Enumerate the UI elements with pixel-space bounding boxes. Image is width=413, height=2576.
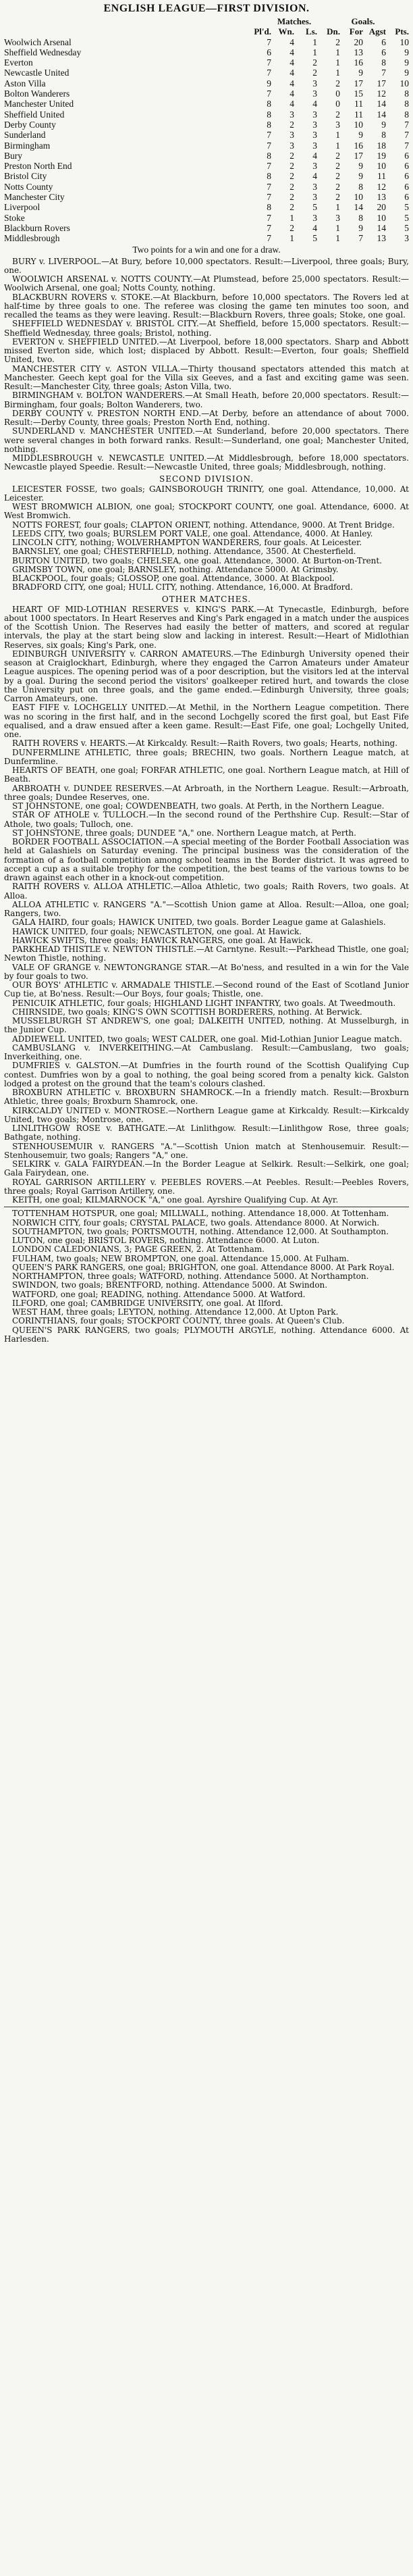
table-cell: 3 bbox=[290, 130, 294, 141]
table-cell: 1 bbox=[335, 140, 340, 151]
table-cell: 2 bbox=[335, 109, 340, 120]
match-result: LEICESTER FOSSE, two goals; GAINSBOROUGH TRINITY, one goal. Attendance, 10,000. At Leicester. bbox=[4, 484, 409, 503]
match-result: LEEDS CITY, two goals; BURSLEM PORT VALE, one goal. Attendance, 4000. At Hanley. bbox=[12, 528, 373, 538]
team-name: Bolton Wanderers bbox=[4, 89, 70, 99]
col-header-lost: Ls. bbox=[306, 26, 317, 37]
table-cell: 7 bbox=[267, 130, 271, 141]
table-cell: 8 bbox=[358, 212, 363, 223]
match-result: NORTHAMPTON, three goals; WATFORD, nothing. Attendance 5000. At Northampton. bbox=[12, 1271, 369, 1282]
table-cell: 4 bbox=[312, 171, 317, 182]
table-cell: 2 bbox=[290, 171, 294, 182]
table-cell: 7 bbox=[381, 68, 386, 78]
table-row bbox=[4, 171, 409, 181]
match-report: HEARTS OF BEATH, one goal; FORFAR ATHLETIC, one goal. Northern League match, at Hill of Beath. bbox=[4, 765, 409, 784]
table-cell: 8 bbox=[404, 109, 409, 120]
table-cell: 2 bbox=[290, 181, 294, 192]
table-cell: 7 bbox=[267, 212, 271, 223]
table-cell: 12 bbox=[377, 89, 386, 99]
other-matches-heading: OTHER MATCHES. bbox=[161, 594, 252, 604]
league-table bbox=[4, 16, 409, 244]
match-report: DUNFERMLINE ATHLETIC, three goals; BRECHIN, two goals. Northern League match, at Dunfermline. bbox=[4, 747, 409, 766]
table-row bbox=[4, 233, 409, 243]
table-cell: 7 bbox=[267, 57, 271, 68]
table-cell: 2 bbox=[335, 181, 340, 192]
table-row bbox=[4, 213, 409, 223]
table-cell: 3 bbox=[312, 212, 317, 223]
table-cell: 10 bbox=[354, 192, 363, 203]
table-cell: 8 bbox=[267, 119, 271, 130]
table-row bbox=[4, 37, 409, 47]
table-cell: 18 bbox=[377, 140, 386, 151]
match-report: ADDIEWELL UNITED, two goals; WEST CALDER, one goal. Mid-Lothian Junior League match. bbox=[12, 1034, 402, 1044]
col-header-goals-for: For bbox=[349, 26, 363, 37]
table-row bbox=[4, 99, 409, 109]
table-cell: 2 bbox=[290, 150, 294, 161]
table-cell: 4 bbox=[290, 57, 294, 68]
table-cell: 1 bbox=[335, 68, 340, 78]
table-column-header-row bbox=[4, 26, 409, 36]
team-name: Birmingham bbox=[4, 140, 51, 151]
table-cell: 5 bbox=[312, 202, 317, 213]
match-report: HAWICK UNITED, four goals; NEWCASTLETON, one goal. At Hawick. bbox=[12, 926, 302, 936]
table-row bbox=[4, 109, 409, 120]
table-row bbox=[4, 151, 409, 161]
table-cell: 8 bbox=[404, 89, 409, 99]
team-name: Bristol City bbox=[4, 171, 47, 182]
col-header-won: Wn. bbox=[278, 26, 294, 37]
table-cell: 9 bbox=[404, 57, 409, 68]
match-report: KEITH, one goal; KILMARNOCK "A," one goal. Ayrshire Qualifying Cup. At Ayr. bbox=[12, 1195, 339, 1205]
match-result: BLACKPOOL, four goals; GLOSSOP, one goal. Attendance, 3000. At Blackpool. bbox=[12, 574, 335, 584]
match-report: STAR OF ATHOLE v. TULLOCH.—In the second round of the Perthshire Cup. Result:—Star of Athole, two goals; Tulloch, one. bbox=[4, 810, 409, 829]
table-cell: 7 bbox=[267, 36, 271, 47]
table-cell: 3 bbox=[290, 109, 294, 120]
match-report: RAITH ROVERS v. HEARTS.—At Kirkcaldy. Result:—Raith Rovers, two goals; Hearts, nothing. bbox=[12, 738, 398, 749]
table-row bbox=[4, 120, 409, 130]
match-result: BRADFORD CITY, one goal; HULL CITY, nothing. Attendance, 16,000. At Bradford. bbox=[12, 582, 353, 592]
table-cell: 2 bbox=[335, 192, 340, 203]
col-header-points: Pts. bbox=[395, 26, 409, 37]
table-cell: 10 bbox=[377, 212, 386, 223]
match-report: BURY v. LIVERPOOL.—At Bury, before 10,000 spectators. Result:—Liverpool, three goals; Bury, one. bbox=[4, 256, 409, 275]
matches-group-label: Matches. bbox=[277, 16, 312, 26]
table-group-header-row bbox=[4, 16, 409, 26]
table-cell: 4 bbox=[290, 99, 294, 109]
team-name: Sheffield United bbox=[4, 109, 65, 120]
match-report: CHIRNSIDE, two goals; KING'S OWN SCOTTISH BORDERERS, nothing. At Berwick. bbox=[12, 1007, 362, 1017]
match-report: BORDER FOOTBALL ASSOCIATION.—A special meeting of the Border Football Association was held at Galashiels on Saturday evening. The principal business was the consideration of the formation of a football competition among school teams in the Border district. It was agreed to accept a cup as a suitable trophy for the competition, the best teams of the various towns to be drawn against each other in a knock-out competition. bbox=[4, 837, 409, 883]
table-row bbox=[4, 223, 409, 233]
match-report: KIRKCALDY UNITED v. MONTROSE.—Northern League game at Kirkcaldy. Result:—Kirkcaldy United, two goals; Montrose, one. bbox=[4, 1105, 409, 1124]
table-cell: 8 bbox=[267, 99, 271, 109]
team-name: Manchester City bbox=[4, 192, 65, 203]
table-cell: 2 bbox=[335, 36, 340, 47]
table-cell: 9 bbox=[267, 78, 271, 89]
table-cell: 7 bbox=[267, 89, 271, 99]
second-division-reports bbox=[4, 485, 409, 592]
match-report: LINLITHGOW ROSE v. BATHGATE.—At Linlithgow. Result:—Linlithgow Rose, three goals; Bathgate, nothing. bbox=[4, 1123, 409, 1142]
match-result: BURTON UNITED, two goals; CHELSEA, one goal. Attendance, 3000. At Burton-on-Trent. bbox=[12, 555, 383, 565]
table-cell: 7 bbox=[267, 233, 271, 244]
table-cell: 3 bbox=[312, 89, 317, 99]
table-cell: 11 bbox=[354, 99, 363, 109]
table-cell: 2 bbox=[312, 68, 317, 78]
match-result: QUEEN'S PARK RANGERS, one goal; BRIGHTON, one goal. Attendance 8000. At Park Royal. bbox=[12, 1262, 395, 1272]
col-header-drawn: Dn. bbox=[327, 26, 340, 37]
table-cell: 4 bbox=[290, 78, 294, 89]
col-header-goals-against: Agst bbox=[368, 26, 386, 37]
table-cell: 4 bbox=[290, 89, 294, 99]
table-cell: 1 bbox=[335, 233, 340, 244]
table-cell: 7 bbox=[404, 119, 409, 130]
table-cell: 8 bbox=[267, 202, 271, 213]
other-matches-reports bbox=[4, 605, 409, 1205]
table-row bbox=[4, 89, 409, 99]
table-cell: 8 bbox=[267, 150, 271, 161]
match-report: BIRMINGHAM v. BOLTON WANDERERS.—At Small Heath, before 20,000 spectators. Result:—Birmingham, four goals; Bolton Wanderers, two. bbox=[4, 390, 409, 409]
table-cell: 7 bbox=[358, 233, 363, 244]
team-name: Stoke bbox=[4, 212, 25, 223]
match-report: EAST FIFE v. LOCHGELLY UNITED.—At Methil, in the Northern League competition. There was no scoring in the first half, and in the second Lochgelly scored the first goal, but East Fife equalised, and a draw ensued after a keen game. Result:—East Fife, one goal; Lochgelly United, one. bbox=[4, 703, 409, 740]
table-cell: 7 bbox=[267, 192, 271, 203]
table-cell: 8 bbox=[381, 130, 386, 141]
table-cell: 15 bbox=[354, 89, 363, 99]
table-cell: 16 bbox=[354, 57, 363, 68]
table-cell: 14 bbox=[354, 202, 363, 213]
table-cell: 1 bbox=[290, 233, 294, 244]
table-cell: 1 bbox=[335, 57, 340, 68]
table-cell: 7 bbox=[267, 140, 271, 151]
table-cell: 3 bbox=[335, 212, 340, 223]
match-result: NOTTS FOREST, four goals; CLAPTON ORIENT, nothing. Attendance, 9000. At Trent Bridge. bbox=[12, 520, 395, 530]
table-cell: 6 bbox=[381, 47, 386, 57]
match-report: STENHOUSEMUIR v. RANGERS "A."—Scottish Union match at Stenhousemuir. Result:—Stenhousemuir, two goals; Rangers "A," one. bbox=[4, 1141, 409, 1160]
table-cell: 8 bbox=[381, 57, 386, 68]
league-table-body bbox=[4, 37, 409, 244]
match-report: MIDDLESBROUGH v. NEWCASTLE UNITED.—At Middlesbrough, before 18,000 spectators. Newcastle played Speedie. Result:—Newcastle United, three goals; Middlesbrough, nothing. bbox=[4, 453, 409, 472]
table-cell: 16 bbox=[354, 140, 363, 151]
table-cell: 1 bbox=[312, 47, 317, 57]
table-cell: 2 bbox=[335, 150, 340, 161]
table-cell: 2 bbox=[290, 161, 294, 172]
match-report: CAMBUSLANG v. INVERKEITHING.—At Cambuslang. Result:—Cambuslang, two goals; Inverkeithing, one. bbox=[4, 1042, 409, 1062]
table-cell: 6 bbox=[404, 181, 409, 192]
table-cell: 1 bbox=[335, 202, 340, 213]
match-report: WOOLWICH ARSENAL v. NOTTS COUNTY.—At Plumstead, before 25,000 spectators. Result:—Woolwich Arsenal, one goal; Notts County, nothing. bbox=[4, 274, 409, 293]
table-cell: 5 bbox=[404, 202, 409, 213]
table-cell: 10 bbox=[400, 78, 409, 89]
table-cell: 14 bbox=[377, 222, 386, 233]
table-cell: 3 bbox=[312, 181, 317, 192]
team-name: Preston North End bbox=[4, 161, 72, 172]
table-cell: 13 bbox=[354, 47, 363, 57]
table-row bbox=[4, 202, 409, 212]
team-name: Blackburn Rovers bbox=[4, 222, 70, 233]
table-cell: 14 bbox=[377, 109, 386, 120]
team-name: Everton bbox=[4, 57, 33, 68]
match-report: SELKIRK v. GALA FAIRYDEAN.—In the Border League at Selkirk. Result:—Selkirk, one goal; Gala Fairydean, one. bbox=[4, 1159, 409, 1178]
table-cell: 4 bbox=[290, 36, 294, 47]
table-cell: 8 bbox=[267, 109, 271, 120]
match-report: MANCHESTER CITY v. ASTON VILLA.—Thirty thousand spectators attended this match at Manchester. Geech kept goal for the Villa six Geeves, and a fast and exciting game was seen. Result:—Manchester City, three goals; Aston Villa, two. bbox=[4, 363, 409, 392]
table-cell: 1 bbox=[335, 130, 340, 141]
table-cell: 1 bbox=[290, 212, 294, 223]
table-cell: 10 bbox=[400, 36, 409, 47]
match-report: HEART OF MID-LOTHIAN RESERVES v. KING'S PARK.—At Tynecastle, Edinburgh, before about 1000 spectators. In Heart Reserves and King's Park engaged in a match under the auspices of the Scottish Union. The Reserves had easily the better of matters, and scored at regular intervals, the play at the start being slow and lacking in interest. Result:—Heart of Midlothian Reserves, six goals; King's Park, one. bbox=[4, 604, 409, 650]
table-cell: 8 bbox=[404, 99, 409, 109]
table-cell: 2 bbox=[290, 119, 294, 130]
first-division-reports bbox=[4, 257, 409, 472]
match-report: DUMFRIES v. GALSTON.—At Dumfries in the fourth round of the Scottish Qualifying Cup contest. Dumfries won by a goal to nothing, the goal being scored from a penalty kick. Galston lodged a protest on the ground that the team's colours clashed. bbox=[4, 1061, 409, 1088]
team-name: Derby County bbox=[4, 119, 56, 130]
table-row bbox=[4, 192, 409, 202]
table-cell: 5 bbox=[404, 212, 409, 223]
match-report: DERBY COUNTY v. PRESTON NORTH END.—At Derby, before an attendance of about 7000. Result:—Derby County, three goals; Preston North End, nothing. bbox=[4, 408, 409, 428]
table-cell: 2 bbox=[335, 161, 340, 172]
match-report: ST JOHNSTONE, three goals; DUNDEE "A," one. Northern League match, at Perth. bbox=[12, 828, 356, 838]
second-division-heading: SECOND DIVISION. bbox=[159, 474, 254, 484]
team-name: Bury bbox=[4, 150, 22, 161]
table-cell: 6 bbox=[404, 161, 409, 172]
table-cell: 9 bbox=[404, 68, 409, 78]
table-cell: 5 bbox=[312, 233, 317, 244]
table-cell: 19 bbox=[377, 150, 386, 161]
table-row bbox=[4, 141, 409, 151]
match-result: SWINDON, two goals; BRENTFORD, nothing. Attendance 5000. At Swindon. bbox=[12, 1280, 328, 1290]
match-report: RAITH ROVERS v. ALLOA ATHLETIC.—Alloa Athletic, two goals; Raith Rovers, two goals. At Alloa. bbox=[4, 882, 409, 901]
table-cell: 7 bbox=[267, 222, 271, 233]
match-result: LUTON, one goal; BRISTOL ROVERS, nothing. Attendance 6000. At Luton. bbox=[12, 1236, 320, 1246]
table-row bbox=[4, 78, 409, 89]
table-cell: 9 bbox=[358, 171, 363, 182]
match-result: WATFORD, one goal; READING, nothing. Attendance 5000. At Watford. bbox=[12, 1289, 306, 1299]
table-cell: 3 bbox=[312, 78, 317, 89]
match-report: HAWICK SWIFTS, three goals; HAWICK RANGERS, one goal. At Hawick. bbox=[12, 935, 313, 945]
match-result: LINCOLN CITY, nothing; WOLVERHAMPTON WANDERERS, four goals. At Leicester. bbox=[12, 538, 362, 548]
team-name: Sunderland bbox=[4, 130, 46, 141]
table-cell: 1 bbox=[335, 47, 340, 57]
table-cell: 0 bbox=[335, 99, 340, 109]
match-report: GALA HAIRD, four goals; HAWICK UNITED, two goals. Border League game at Galashiels. bbox=[12, 917, 386, 928]
match-result: LONDON CALEDONIANS, 3; PAGE GREEN, 2. At Tottenham. bbox=[12, 1244, 265, 1255]
table-cell: 7 bbox=[404, 130, 409, 141]
goals-group-label: Goals. bbox=[351, 16, 375, 26]
table-row bbox=[4, 57, 409, 68]
table-cell: 7 bbox=[267, 181, 271, 192]
match-result: ILFORD, one goal; CAMBRIDGE UNIVERSITY, one goal. At Ilford. bbox=[12, 1298, 283, 1308]
table-cell: 9 bbox=[358, 130, 363, 141]
table-cell: 7 bbox=[404, 140, 409, 151]
table-cell: 2 bbox=[290, 202, 294, 213]
table-cell: 4 bbox=[290, 47, 294, 57]
table-cell: 9 bbox=[358, 222, 363, 233]
table-cell: 2 bbox=[335, 171, 340, 182]
table-cell: 8 bbox=[267, 171, 271, 182]
table-cell: 1 bbox=[335, 222, 340, 233]
table-cell: 4 bbox=[290, 68, 294, 78]
team-name: Newcastle United bbox=[4, 68, 70, 78]
team-name: Manchester United bbox=[4, 99, 74, 109]
table-cell: 6 bbox=[267, 47, 271, 57]
table-cell: 6 bbox=[381, 36, 386, 47]
table-cell: 3 bbox=[312, 119, 317, 130]
col-header-played: Pl'd. bbox=[254, 26, 271, 37]
table-cell: 6 bbox=[404, 150, 409, 161]
table-cell: 9 bbox=[381, 119, 386, 130]
table-cell: 0 bbox=[335, 89, 340, 99]
table-cell: 20 bbox=[377, 202, 386, 213]
table-cell: 7 bbox=[267, 161, 271, 172]
team-name: Liverpool bbox=[4, 202, 40, 213]
table-cell: 5 bbox=[404, 222, 409, 233]
table-cell: 9 bbox=[404, 47, 409, 57]
table-cell: 10 bbox=[354, 119, 363, 130]
table-cell: 3 bbox=[312, 130, 317, 141]
table-cell: 3 bbox=[404, 233, 409, 244]
table-cell: 4 bbox=[312, 222, 317, 233]
match-report: EDINBURGH UNIVERSITY v. CARRON AMATEURS.—The Edinburgh University opened their season at Craiglockhart, Edinburgh, where they engaged the Carron Amateurs under Amateur League auspices. The opening period was of a poor description, but the visitors led at the interval by a goal. During the second period the visitors' goalkeeper retired hurt, and towards the close the University put on three goals, and the game ended.—Edinburgh University, three goals; Carron Amateurs, one. bbox=[4, 649, 409, 704]
table-cell: 4 bbox=[312, 99, 317, 109]
table-row bbox=[4, 182, 409, 192]
table-cell: 2 bbox=[290, 192, 294, 203]
table-cell: 11 bbox=[377, 171, 386, 182]
table-cell: 2 bbox=[335, 78, 340, 89]
match-report: VALE OF GRANGE v. NEWTONGRANGE STAR.—At Bo'ness, and resulted in a win for the Vale by four goals to two. bbox=[4, 962, 409, 981]
table-cell: 2 bbox=[312, 57, 317, 68]
table-cell: 9 bbox=[358, 161, 363, 172]
match-result: CORINTHIANS, four goals; STOCKPORT COUNTY, three goals. At Queen's Club. bbox=[12, 1316, 345, 1326]
match-report: SHEFFIELD WEDNESDAY v. BRISTOL CITY.—At Sheffield, before 15,000 spectators. Result:—Sheffield Wednesday, three goals; Bristol, nothing. bbox=[4, 319, 409, 338]
team-name: Woolwich Arsenal bbox=[4, 36, 72, 47]
match-result: WEST HAM, three goals; LEYTON, nothing. Attendance 12,000. At Upton Park. bbox=[12, 1307, 339, 1317]
table-cell: 3 bbox=[335, 119, 340, 130]
match-report: BROXBURN ATHLETIC v. BROXBURN SHAMROCK.—In a friendly match. Result:—Broxburn Athletic, three goals; Broxburn Shamrock, one. bbox=[4, 1088, 409, 1107]
match-report: ST JOHNSTONE, one goal; COWDENBEATH, two goals. At Perth, in the Northern League. bbox=[12, 801, 385, 811]
match-result: NORWICH CITY, four goals; CRYSTAL PALACE, two goals. Attendance 8000. At Norwich. bbox=[12, 1217, 380, 1228]
table-cell: 17 bbox=[354, 78, 363, 89]
table-cell: 4 bbox=[312, 150, 317, 161]
match-result: GRIMSBY TOWN, one goal; BARNSLEY, nothing. Attendance 5000. At Grimsby. bbox=[12, 564, 339, 574]
table-cell: 13 bbox=[377, 233, 386, 244]
table-cell: 6 bbox=[404, 171, 409, 182]
page-headline: ENGLISH LEAGUE—FIRST DIVISION. bbox=[103, 3, 310, 14]
match-report: PARKHEAD THISTLE v. NEWTON THISTLE.—At Carntyne. Result:—Parkhead Thistle, one goal; Newton Thistle, nothing. bbox=[4, 944, 409, 963]
match-report: OUR BOYS' ATHLETIC v. ARMADALE THISTLE.—Second round of the East of Scotland Junior Cup tie, at Bo'ness. Result:—Our Boys, four goals; Thistle, one. bbox=[4, 980, 409, 999]
table-row bbox=[4, 161, 409, 171]
table-cell: 2 bbox=[290, 222, 294, 233]
table-cell: 3 bbox=[312, 161, 317, 172]
match-result: QUEEN'S PARK RANGERS, two goals; PLYMOUTH ARGYLE, nothing. Attendance 6000. At Harlesden. bbox=[4, 1325, 409, 1344]
table-cell: 10 bbox=[377, 161, 386, 172]
match-report: ROYAL GARRISON ARTILLERY v. PEEBLES ROVERS.—At Peebles. Result:—Peebles Rovers, three goals; Royal Garrison Artillery, one. bbox=[4, 1177, 409, 1196]
table-cell: 17 bbox=[354, 150, 363, 161]
table-row bbox=[4, 130, 409, 140]
table-cell: 17 bbox=[377, 78, 386, 89]
match-result: TOTTENHAM HOTSPUR, one goal; MILLWALL, nothing. Attendance 18,000. At Tottenham. bbox=[12, 1209, 389, 1219]
team-name: Middlesbrough bbox=[4, 233, 60, 244]
table-cell: 13 bbox=[377, 192, 386, 203]
match-report: ALLOA ATHLETIC v. RANGERS "A."—Scottish Union game at Alloa. Result:—Alloa, one goal; Rangers, two. bbox=[4, 899, 409, 919]
match-result: SOUTHAMPTON, two goals; PORTSMOUTH, nothing. Attendance 12,000. At Southampton. bbox=[12, 1226, 389, 1236]
table-cell: 3 bbox=[312, 140, 317, 151]
table-cell: 6 bbox=[404, 192, 409, 203]
match-report: ARBROATH v. DUNDEE RESERVES.—At Arbroath, in the Northern League. Result:—Arbroath, three goals; Dundee Reserves, one. bbox=[4, 783, 409, 802]
table-cell: 3 bbox=[312, 109, 317, 120]
table-row bbox=[4, 68, 409, 78]
team-name: Notts County bbox=[4, 181, 53, 192]
table-cell: 7 bbox=[267, 68, 271, 78]
match-result: WEST BROMWICH ALBION, one goal; STOCKPORT COUNTY, one goal. Attendance, 6000. At West Bromwich. bbox=[4, 502, 409, 521]
team-name: Aston Villa bbox=[4, 78, 46, 89]
table-cell: 14 bbox=[377, 99, 386, 109]
southern-results bbox=[4, 1209, 409, 1344]
match-report: BLACKBURN ROVERS v. STOKE.—At Blackburn, before 10,000 spectators. The Rovers led at half-time by three goals to one. The referee was closing the game ten minutes too soon, and recalled the teams as they were leaving. Result:—Blackburn Rovers, three goals; Stoke, one goal. bbox=[4, 292, 409, 320]
points-note: Two points for a win and one for a draw. bbox=[132, 244, 281, 255]
match-report: PENICUIK ATHLETIC, four goals; HIGHLAND LIGHT INFANTRY, two goals. At Tweedmouth. bbox=[12, 998, 396, 1008]
table-cell: 12 bbox=[377, 181, 386, 192]
match-result: FULHAM, two goals; NEW BROMPTON, one goal. Attendance 15,000. At Fulham. bbox=[12, 1253, 350, 1263]
match-report: MUSSELBURGH ST ANDREW'S, one goal; DALKEITH UNITED, nothing. At Musselburgh, in the Junior Cup. bbox=[4, 1016, 409, 1035]
table-cell: 9 bbox=[358, 68, 363, 78]
team-name: Sheffield Wednesday bbox=[4, 47, 82, 57]
table-cell: 3 bbox=[290, 140, 294, 151]
table-cell: 1 bbox=[312, 36, 317, 47]
table-cell: 8 bbox=[358, 181, 363, 192]
match-result: BARNSLEY, one goal; CHESTERFIELD, nothing. Attendance, 3500. At Chesterfield. bbox=[12, 547, 356, 557]
table-row bbox=[4, 47, 409, 57]
match-report: SUNDERLAND v. MANCHESTER UNITED.—At Sunderland, before 20,000 spectators. There were several changes in both forward ranks. Result:—Sunderland, one goal; Manchester United, nothing. bbox=[4, 426, 409, 454]
match-report: EVERTON v. SHEFFIELD UNITED.—At Liverpool, before 18,000 spectators. Sharp and Abbott missed Everton side, which lost; displaced by Abbott. Result:—Everton, four goals; Sheffield United, two. bbox=[4, 336, 409, 365]
table-cell: 20 bbox=[354, 36, 363, 47]
table-cell: 3 bbox=[312, 192, 317, 203]
table-cell: 11 bbox=[354, 109, 363, 120]
